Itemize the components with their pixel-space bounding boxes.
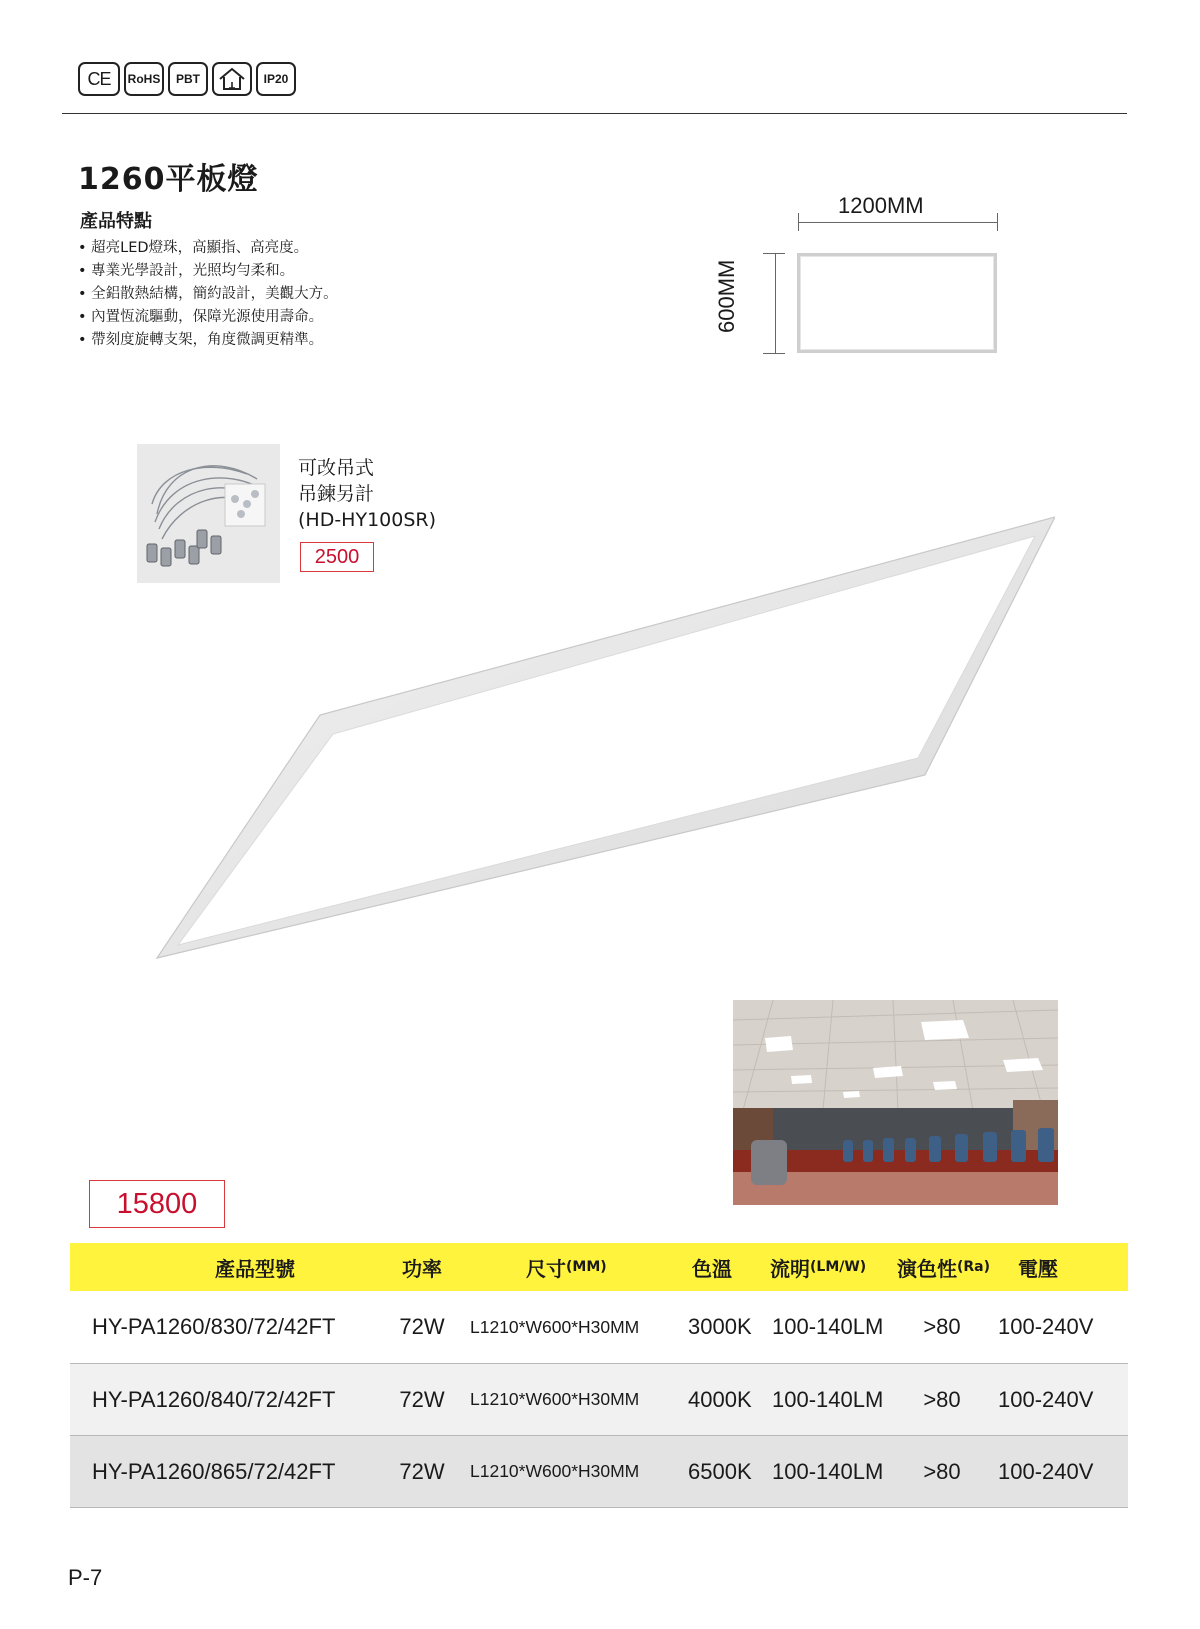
cell-cri: >80 — [923, 1314, 961, 1339]
header-size-unit: (MM) — [566, 1259, 607, 1275]
hanging-kit-line2: 吊鍊另計 — [298, 483, 375, 505]
cell-size: L1210*W600*H30MM — [470, 1461, 640, 1481]
header-color-temp: 色溫 — [692, 1256, 732, 1281]
height-tick-bottom — [763, 353, 785, 354]
cell-voltage: 100-240V — [998, 1386, 1094, 1412]
cell-color-temp: 4000K — [688, 1386, 752, 1412]
cell-size: L1210*W600*H30MM — [470, 1389, 640, 1409]
height-tick-top — [763, 253, 785, 254]
rohs-mark: RoHS — [124, 62, 164, 96]
height-dimension-line — [775, 253, 776, 353]
width-tick-right — [997, 213, 998, 231]
header-flux-label: 流明 — [770, 1256, 810, 1281]
spec-table-header — [70, 1243, 1128, 1291]
certification-badges — [78, 62, 296, 96]
pbt-mark: PBT — [168, 62, 208, 96]
feature-item: • 帶刻度旋轉支架，角度微調更精準。 — [78, 329, 338, 352]
feature-list — [78, 237, 338, 352]
header-cri-unit: (Ra) — [957, 1259, 991, 1275]
header-voltage: 電壓 — [1018, 1256, 1058, 1281]
feature-item: • 專業光學設計，光照均勻柔和。 — [78, 260, 338, 283]
feature-item: • 全鋁散熱結構，簡約設計，美觀大方。 — [78, 283, 338, 306]
header-size — [526, 1243, 607, 1291]
cell-flux: 100-140LM — [772, 1458, 884, 1484]
table-row — [70, 1364, 1128, 1436]
ce-mark: CE — [78, 62, 120, 96]
ip20-mark: IP20 — [256, 62, 296, 96]
panel-outline-diagram — [797, 253, 997, 353]
cell-power: 72W — [399, 1314, 445, 1339]
indoor-use-icon — [212, 62, 252, 96]
width-dimension-line — [798, 222, 997, 223]
header-flux-unit: (LM/W) — [810, 1259, 867, 1275]
product-price: 15800 — [89, 1180, 225, 1228]
table-row — [70, 1291, 1128, 1364]
hanging-kit-line1: 可改吊式 — [298, 457, 375, 479]
height-dimension-label: 600MM — [714, 259, 739, 333]
cell-cri: >80 — [923, 1458, 961, 1484]
header-power: 功率 — [402, 1256, 442, 1281]
cell-voltage: 100-240V — [998, 1458, 1094, 1484]
width-dimension-label: 1200MM — [838, 193, 924, 218]
cell-flux: 100-140LM — [772, 1386, 884, 1412]
width-tick-left — [798, 213, 799, 231]
feature-item: • 超亮LED燈珠，高顯指、高亮度。 — [78, 237, 338, 260]
led-panel-image — [150, 510, 1055, 960]
spec-table — [70, 1243, 1128, 1508]
header-cri — [897, 1243, 990, 1291]
header-flux — [770, 1243, 866, 1291]
header-model: 產品型號 — [215, 1256, 295, 1281]
cell-size: L1210*W600*H30MM — [470, 1316, 640, 1337]
cell-model: HY-PA1260/840/72/42FT — [92, 1386, 336, 1412]
header-divider — [62, 113, 1127, 114]
cell-power: 72W — [399, 1458, 445, 1484]
cell-flux: 100-140LM — [772, 1314, 884, 1339]
cell-color-temp: 6500K — [688, 1458, 752, 1484]
table-row — [70, 1436, 1128, 1508]
cell-model: HY-PA1260/865/72/42FT — [92, 1458, 336, 1484]
hanging-kit-price: 2500 — [300, 542, 374, 572]
application-room-photo — [733, 1000, 1058, 1205]
header-cri-label: 演色性 — [897, 1256, 957, 1281]
cell-model: HY-PA1260/830/72/42FT — [92, 1314, 336, 1339]
cell-power: 72W — [399, 1386, 445, 1412]
features-heading: 產品特點 — [80, 211, 152, 232]
cell-cri: >80 — [923, 1386, 961, 1412]
cell-color-temp: 3000K — [688, 1314, 752, 1339]
header-size-label: 尺寸 — [526, 1256, 566, 1281]
product-title: 1260平板燈 — [78, 162, 259, 197]
cell-voltage: 100-240V — [998, 1314, 1094, 1339]
feature-item: • 內置恆流驅動，保障光源使用壽命。 — [78, 306, 338, 329]
hanging-kit-model: (HD-HY100SR) — [298, 509, 437, 531]
page-number: P-7 — [68, 1565, 103, 1590]
